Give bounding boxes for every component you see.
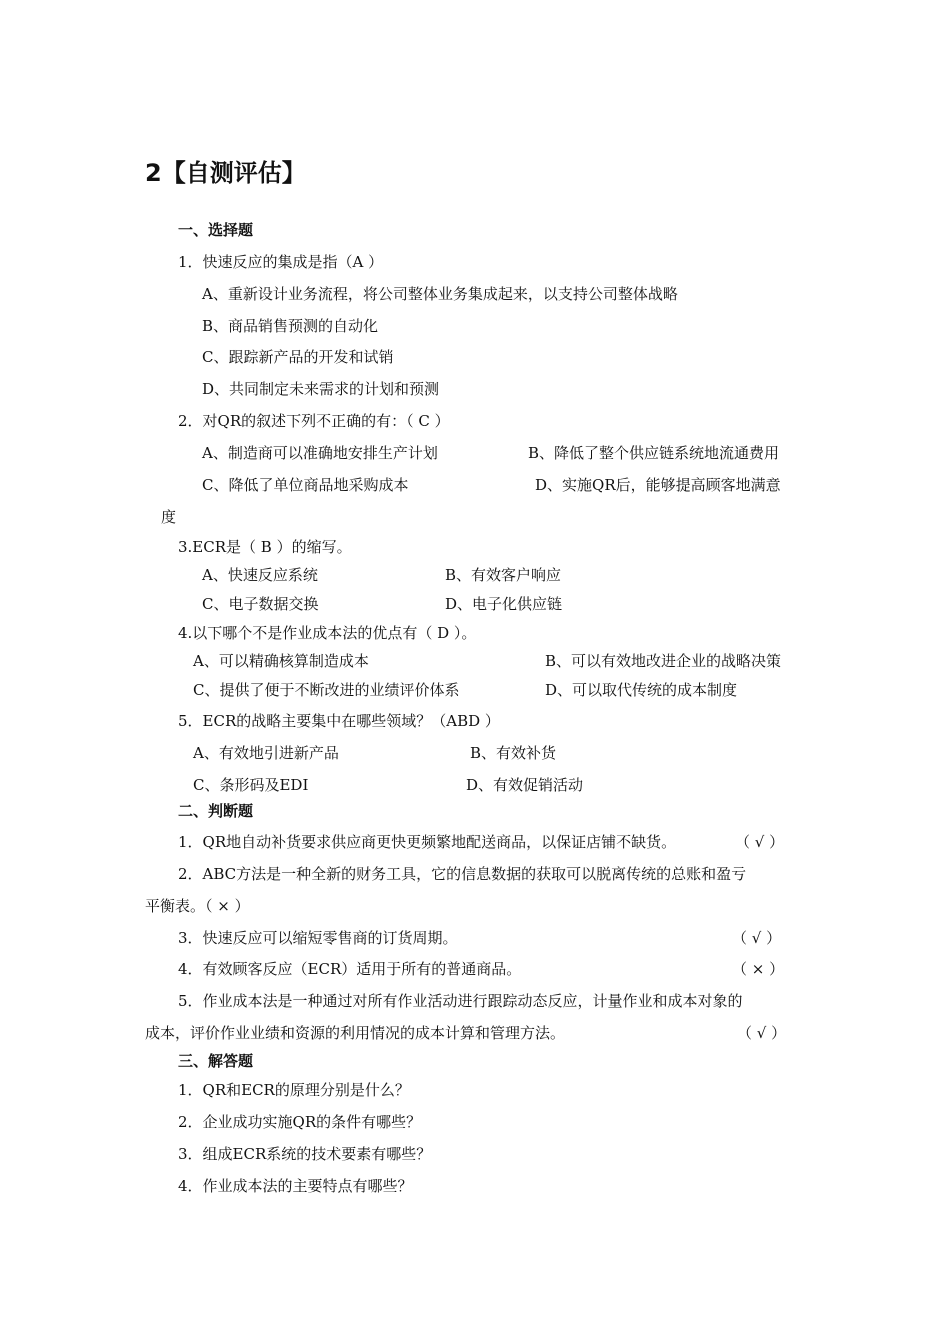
option-1c: C、跟踪新产品的开发和试销: [202, 348, 394, 366]
section-heading-choice: 一、选择题: [178, 221, 254, 239]
judgement-2: 2．ABC方法是一种全新的财务工具，它的信息数据的获取可以脱离传统的总账和盈亏: [178, 865, 747, 883]
option-3a: A、快速反应系统: [202, 566, 318, 584]
judgement-5-continued: 成本，评价作业业绩和资源的利用情况的成本计算和管理方法。: [145, 1024, 566, 1042]
option-5b: B、有效补货: [470, 744, 557, 762]
option-3c: C、电子数据交换: [202, 595, 319, 613]
judgement-3: 3．快速反应可以缩短零售商的订货周期。: [178, 929, 458, 947]
option-5a: A、有效地引进新产品: [193, 744, 339, 762]
judgement-4: 4．有效顾客反应（ECR）适用于所有的普通商品。: [178, 960, 522, 978]
option-1b: B、商品销售预测的自动化: [202, 317, 379, 335]
section-heading-judgement: 二、判断题: [178, 802, 254, 820]
question-5: 5．ECR的战略主要集中在哪些领域？（ABD ）: [178, 712, 500, 730]
option-5d: D、有效促销活动: [466, 776, 584, 794]
question-3: 3.ECR是（ B ）的缩写。: [178, 538, 352, 556]
option-2d-continued: 度: [161, 508, 177, 526]
option-1a: A、重新设计业务流程，将公司整体业务集成起来，以支持公司整体战略: [202, 285, 678, 303]
answer-question-4: 4．作业成本法的主要特点有哪些？: [178, 1177, 413, 1195]
question-1: 1．快速反应的集成是指（A ）: [178, 253, 384, 271]
question-2: 2．对QR的叙述下列不正确的有：（ C ）: [178, 412, 450, 430]
answer-question-3: 3．组成ECR系统的技术要素有哪些？: [178, 1145, 432, 1163]
section-heading-answers: 三、解答题: [178, 1052, 254, 1070]
option-1d: D、共同制定未来需求的计划和预测: [202, 380, 440, 398]
answer-question-1: 1．QR和ECR的原理分别是什么？: [178, 1081, 410, 1099]
judgement-5-mark: （ √ ）: [737, 1024, 787, 1042]
option-3b: B、有效客户响应: [445, 566, 562, 584]
option-4b: B、可以有效地改进企业的战略决策: [545, 652, 782, 670]
question-4: 4.以下哪个不是作业成本法的优点有（ D ）。: [178, 624, 477, 642]
option-3d: D、电子化供应链: [445, 595, 563, 613]
option-2a: A、制造商可以准确地安排生产计划: [202, 444, 438, 462]
option-2d: D、实施QR后，能够提高顾客地满意: [535, 476, 781, 494]
judgement-2-continued: 平衡表。（ × ）: [145, 897, 250, 915]
judgement-1: 1．QR地自动补货要求供应商更快更频繁地配送商品，以保证店铺不缺货。: [178, 833, 677, 851]
option-4d: D、可以取代传统的成本制度: [545, 681, 738, 699]
option-2b: B、降低了整个供应链系统地流通费用: [528, 444, 780, 462]
judgement-4-mark: （ × ）: [732, 960, 785, 978]
page-title: 2【自测评估】: [145, 159, 306, 187]
option-4c: C、提供了便于不断改进的业绩评价体系: [193, 681, 460, 699]
judgement-3-mark: （ √ ）: [732, 929, 782, 947]
judgement-1-mark: （ √ ）: [735, 833, 785, 851]
answer-question-2: 2．企业成功实施QR的条件有哪些？: [178, 1113, 422, 1131]
option-5c: C、条形码及EDI: [193, 776, 309, 794]
option-2c: C、降低了单位商品地采购成本: [202, 476, 409, 494]
option-4a: A、可以精确核算制造成本: [193, 652, 369, 670]
judgement-5: 5．作业成本法是一种通过对所有作业活动进行跟踪动态反应，计量作业和成本对象的: [178, 992, 743, 1010]
